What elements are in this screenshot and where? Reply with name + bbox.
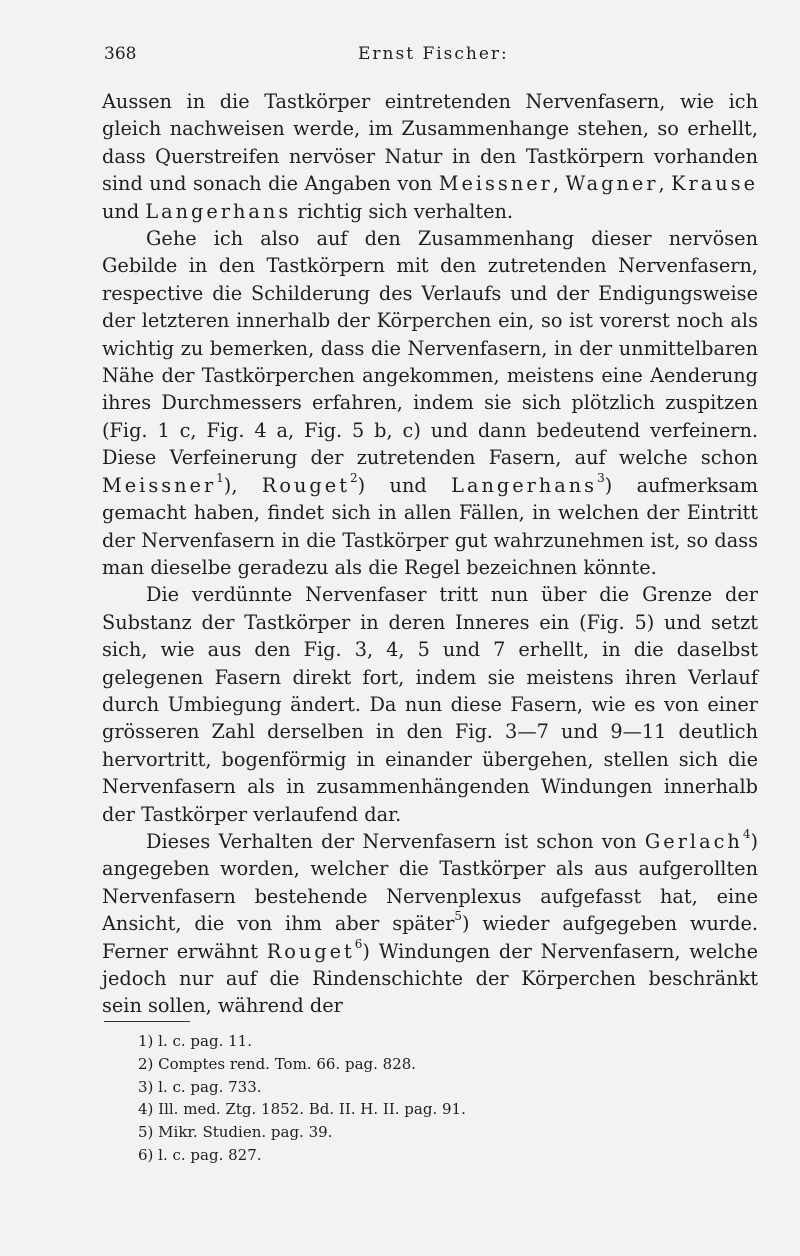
footnote-ref: 1 <box>216 470 224 485</box>
footnote-4: 4) Ill. med. Ztg. 1852. Bd. II. H. II. pag. 91. <box>138 1100 466 1119</box>
footnote-ref: 6 <box>354 936 363 951</box>
author-name: Meissner <box>438 172 553 196</box>
paragraph-4 <box>102 828 758 1020</box>
text-span: ) wieder aufgegeben wurde. Ferner erwähnt <box>102 912 758 963</box>
footnote-6: 6) l. c. pag. 827. <box>138 1145 262 1164</box>
author-name: Rouget <box>266 939 355 963</box>
footnote-2: 2) Comptes rend. Tom. 66. pag. 828. <box>138 1054 417 1073</box>
text-span: ) Windungen der Nervenfasern, welche jedoch nur auf die Rindenschichte der Körperchen beschränkt sein sollen, während der <box>102 939 758 1018</box>
footnotes <box>138 1030 466 1167</box>
paragraph-1 <box>102 88 758 225</box>
author-name: Langerhans <box>451 473 598 497</box>
footnote-1: 1) l. c. pag. 11. <box>138 1032 252 1050</box>
paragraph-2 <box>102 225 758 581</box>
text-span: ), <box>223 473 262 497</box>
footnote-5: 5) Mikr. Studien. pag. 39. <box>138 1123 333 1142</box>
author-name: Krause <box>671 172 758 196</box>
paragraph-3: Die verdünnte Nervenfaser tritt nun über die Grenze der Substanz der Tastkörper in deren Inneres ein (Fig. 5) und setzt sich, wie aus den Fig. 3, 4, 5 und 7 erhellt, in die daselbst gelegenen Fasern direkt fort, indem sie meistens ihren Verlauf durch Umbiegung ändert. Da nun diese Fasern, wie es von einer grösseren Zahl derselben in den Fig. 3—7 und 9—11 deutlich hervortritt, bogenförmig in einander übergehen, stellen sich die Nervenfasern als in zusammenhängenden Windungen innerhalb der Tastkörper verlaufend dar. <box>102 583 758 826</box>
running-head: Ernst Fischer: <box>358 44 509 64</box>
author-name: Meissner <box>102 473 217 497</box>
page-header <box>104 44 740 74</box>
text-span: Aussen in die Tastkörper eintretenden Nervenfasern, wie ich gleich nachweisen werde, im Zusammenhange stehen, so erhellt, dass Querstreifen nervöser Natur in den Tastkörpern vorhanden sind und sonach die Angaben von <box>102 90 758 196</box>
footnote-rule <box>104 1021 190 1022</box>
text-span: , <box>658 172 672 196</box>
footnote-3: 3) l. c. pag. 733. <box>138 1077 262 1096</box>
text-span: richtig sich verhalten. <box>291 199 514 223</box>
footnote-ref: 4 <box>742 826 751 841</box>
text-span: , <box>552 172 566 196</box>
text-span: ) und <box>357 473 452 497</box>
author-name: Rouget <box>261 473 350 497</box>
text-span: Dieses Verhalten der Nervenfasern ist schon von <box>146 829 645 853</box>
author-name: Wagner <box>565 172 659 196</box>
footnote-ref: 5 <box>454 909 462 924</box>
author-name: Gerlach <box>644 829 743 853</box>
page-number: 368 <box>104 44 137 64</box>
footnote-ref: 2 <box>349 470 358 485</box>
text-span: ) aufmerksam gemacht haben, findet sich in allen Fällen, in welchen der Eintritt der Nervenfasern in die Tastkörper gut wahrzunehmen ist, so dass man dieselbe geradezu als die Regel bezeichnen könnte. <box>102 473 758 579</box>
text-span: ) angegeben worden, welcher die Tastkörper als aus aufgerollten Nervenfasern bestehende Nervenplexus aufgefasst hat, eine Ansicht, die von ihm aber später <box>102 829 758 936</box>
text-span: Gehe ich also auf den Zusammenhang dieser nervösen Gebilde in den Tastkörpern mit den zutretenden Nervenfasern, respective die Schilderung des Verlaufs und der Endigungsweise der letzteren innerhalb der Körperchen ein, so ist vorerst noch als wichtig zu bemerken, dass die Nervenfasern, in der unmittelbaren Nähe der Tastkörperchen angekommen, meistens eine Aenderung ihres Durchmessers erfahren, indem sie sich plötzlich zuspitzen (Fig. 1 c, Fig. 4 a, Fig. 5 b, c) und dann bedeutend verfeinern. Diese Verfeinerung der zutretenden Fasern, auf welche schon <box>102 227 758 470</box>
body-text <box>102 88 758 1020</box>
text-span: und <box>102 199 146 223</box>
author-name: Langerhans <box>145 199 292 223</box>
footnote-ref: 3 <box>597 470 605 485</box>
